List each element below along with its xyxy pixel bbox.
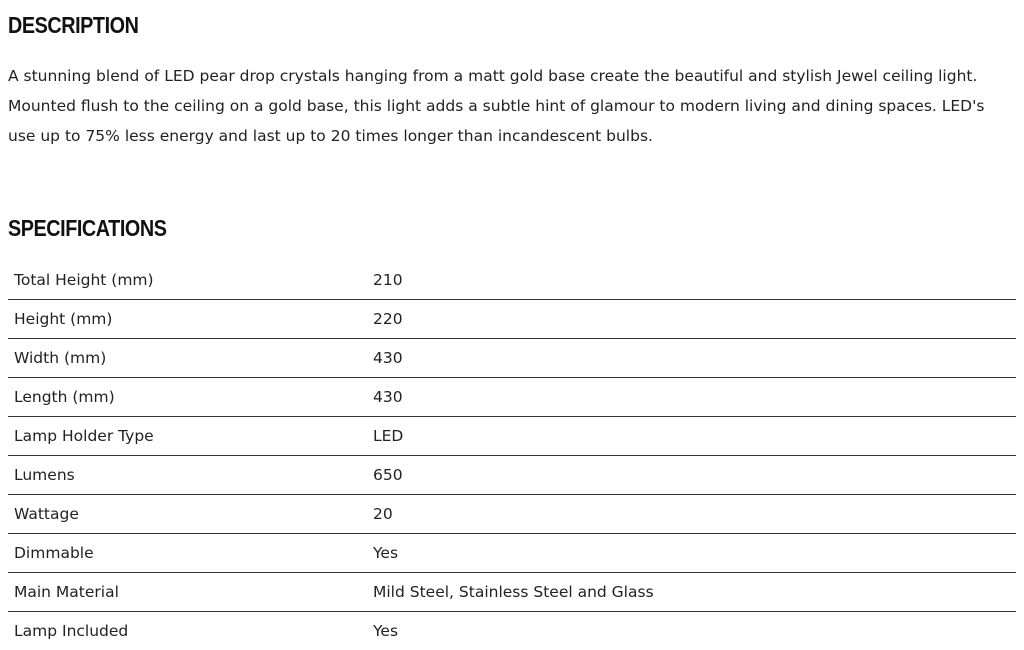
spec-label: Lumens: [8, 456, 367, 495]
table-row: [8, 417, 1016, 456]
table-row: [8, 261, 1016, 300]
spec-label: Wattage: [8, 495, 367, 534]
spec-label: Height (mm): [8, 300, 367, 339]
table-row: [8, 378, 1016, 417]
spec-value: 430: [367, 378, 1016, 417]
spec-value: 20: [367, 495, 1016, 534]
table-row: [8, 612, 1016, 650]
specifications-heading: SPECIFICATIONS: [8, 215, 166, 242]
spec-label: Total Height (mm): [8, 261, 367, 300]
spec-value: Yes: [367, 612, 1016, 650]
spec-label: Lamp Holder Type: [8, 417, 367, 456]
table-row: [8, 534, 1016, 573]
description-line: A stunning blend of LED pear drop crystals hanging from a matt gold base create the beautiful and stylish Jewel ceiling light.: [8, 67, 977, 85]
spec-value: 430: [367, 339, 1016, 378]
spec-value: Mild Steel, Stainless Steel and Glass: [367, 573, 1016, 612]
spec-value: Yes: [367, 534, 1016, 573]
description-heading: DESCRIPTION: [8, 12, 138, 39]
spec-label: Lamp Included: [8, 612, 367, 650]
description-line: Mounted flush to the ceiling on a gold base, this light adds a subtle hint of glamour to modern living and dining spaces. LED's: [8, 97, 984, 115]
spec-value: 210: [367, 261, 1016, 300]
description-text: [8, 61, 1016, 151]
specifications-table: [8, 261, 1016, 650]
spec-label: Main Material: [8, 573, 367, 612]
table-row: [8, 573, 1016, 612]
table-row: [8, 339, 1016, 378]
description-line: use up to 75% less energy and last up to 20 times longer than incandescent bulbs.: [8, 127, 653, 145]
spec-label: Width (mm): [8, 339, 367, 378]
spec-value: 650: [367, 456, 1016, 495]
spec-label: Length (mm): [8, 378, 367, 417]
spec-value: LED: [367, 417, 1016, 456]
table-row: [8, 300, 1016, 339]
table-row: [8, 495, 1016, 534]
spec-value: 220: [367, 300, 1016, 339]
table-row: [8, 456, 1016, 495]
spec-label: Dimmable: [8, 534, 367, 573]
